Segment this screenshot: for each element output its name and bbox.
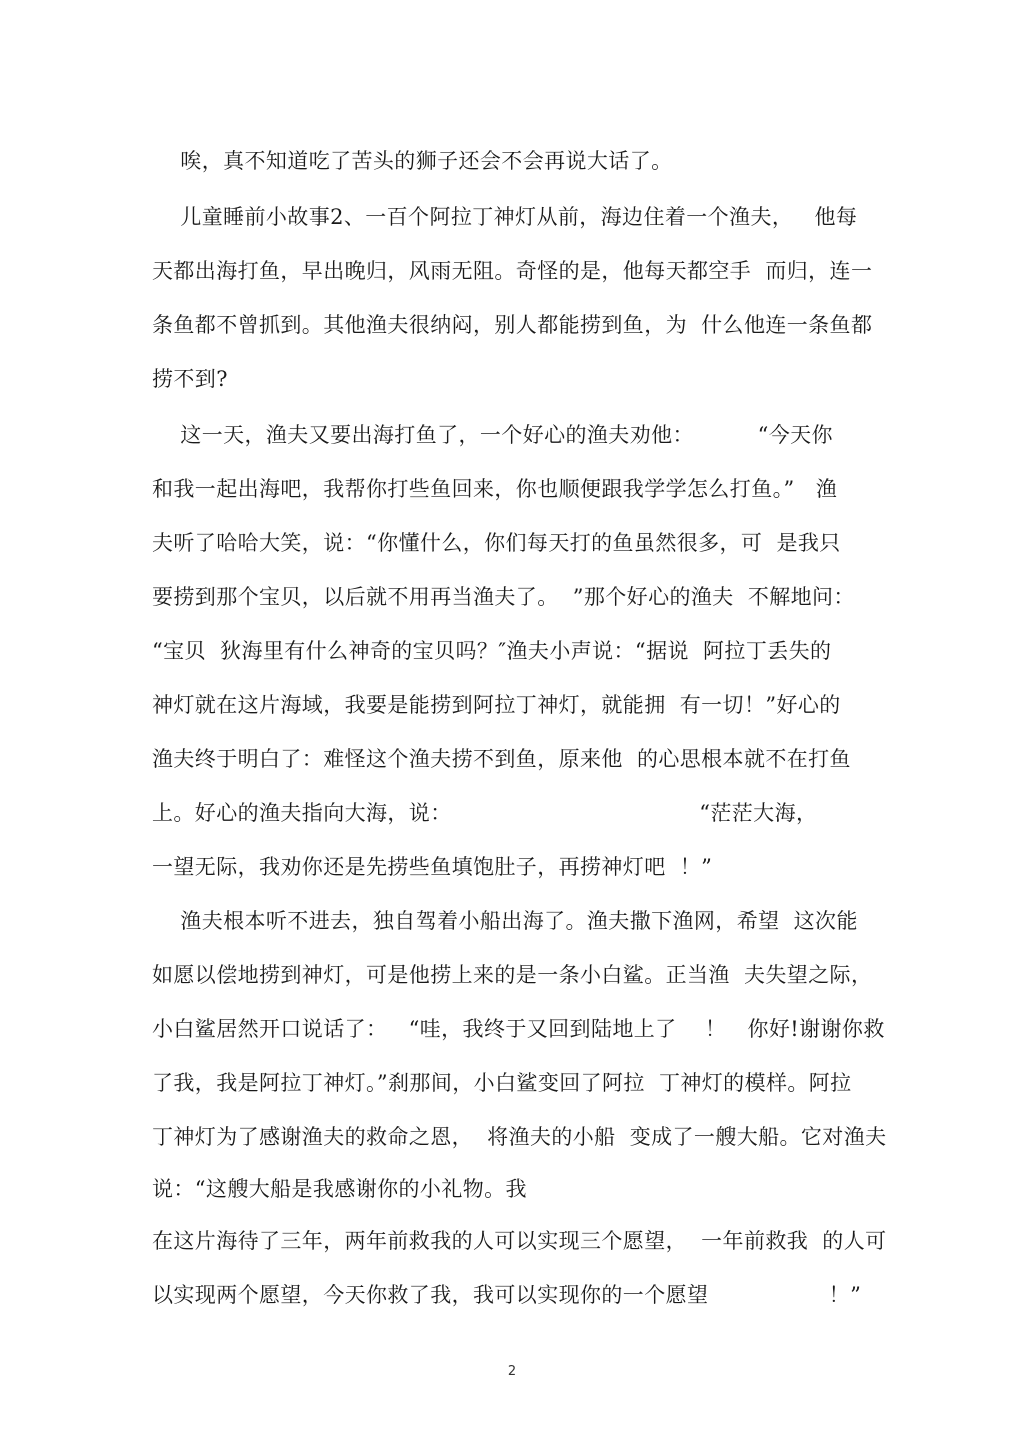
page-number: 2: [507, 1364, 517, 1379]
text-line: 如愿以偿地捞到神灯，可是他捞上来的是一条小白鲨。正当渔 夫失望之际，: [152, 963, 873, 987]
text-line: 上。好心的渔夫指向大海，说： “茫茫大海，: [152, 801, 818, 825]
text-line: 儿童睡前小故事2、一百个阿拉丁神灯从前，海边住着一个渔夫， 他每: [152, 205, 858, 229]
text-line: 这一天，渔夫又要出海打鱼了，一个好心的渔夫劝他： “今天你: [152, 423, 833, 447]
text-line: 在这片海待了三年，两年前救我的人可以实现三个愿望， 一年前救我 的人可: [152, 1229, 887, 1253]
text-line: 唉，真不知道吃了苦头的狮子还会不会再说大话了。: [152, 149, 673, 173]
text-line: 天都出海打鱼，早出晚归，风雨无阻。奇怪的是，他每天都空手 而归，连一: [152, 259, 873, 283]
text-line: 捞不到?: [152, 367, 228, 391]
text-line: 以实现两个愿望，今天你救了我，我可以实现你的一个愿望 ！”: [152, 1283, 862, 1307]
text-line: 渔夫终于明白了：难怪这个渔夫捞不到鱼，原来他 的心思根本就不在打鱼: [152, 747, 851, 771]
text-line: 一望无际，我劝你还是先捞些鱼填饱肚子，再捞神灯吧 ！”: [152, 855, 713, 879]
text-line: 条鱼都不曾抓到。其他渔夫很纳闷，别人都能捞到鱼，为 什么他连一条鱼都: [152, 313, 873, 337]
text-line: 说：“这艘大船是我感谢你的小礼物。我: [152, 1177, 527, 1201]
text-line: 丁神灯为了感谢渔夫的救命之恩， 将渔夫的小船 变成了一艘大船。它对渔夫: [152, 1125, 887, 1149]
text-line: 和我一起出海吧，我帮你打些鱼回来，你也顺便跟我学学怎么打鱼。” 渔: [152, 477, 838, 501]
text-line: 要捞到那个宝贝，以后就不用再当渔夫了。 ”那个好心的渔夫 不解地问：: [152, 585, 855, 609]
text-line: 小白鲨居然开口说话了： “哇，我终于又回到陆地上了 ！ 你好!谢谢你救: [152, 1017, 885, 1041]
text-line: “宝贝 狄海里有什么神奇的宝贝吗？″渔夫小声说：“据说 阿拉丁丢失的: [152, 639, 832, 663]
text-line: 夫听了哈哈大笑，说：“你懂什么，你们每天打的鱼虽然很多，可 是我只: [152, 531, 841, 555]
text-line: 了我，我是阿拉丁神灯。”刹那间，小白鲨变回了阿拉 丁神灯的模样。阿拉: [152, 1071, 852, 1095]
text-line: 神灯就在这片海域，我要是能捞到阿拉丁神灯，就能拥 有一切！”好心的: [152, 693, 841, 717]
text-line: 渔夫根本听不进去，独自驾着小船出海了。渔夫撒下渔网，希望 这次能: [152, 909, 858, 933]
